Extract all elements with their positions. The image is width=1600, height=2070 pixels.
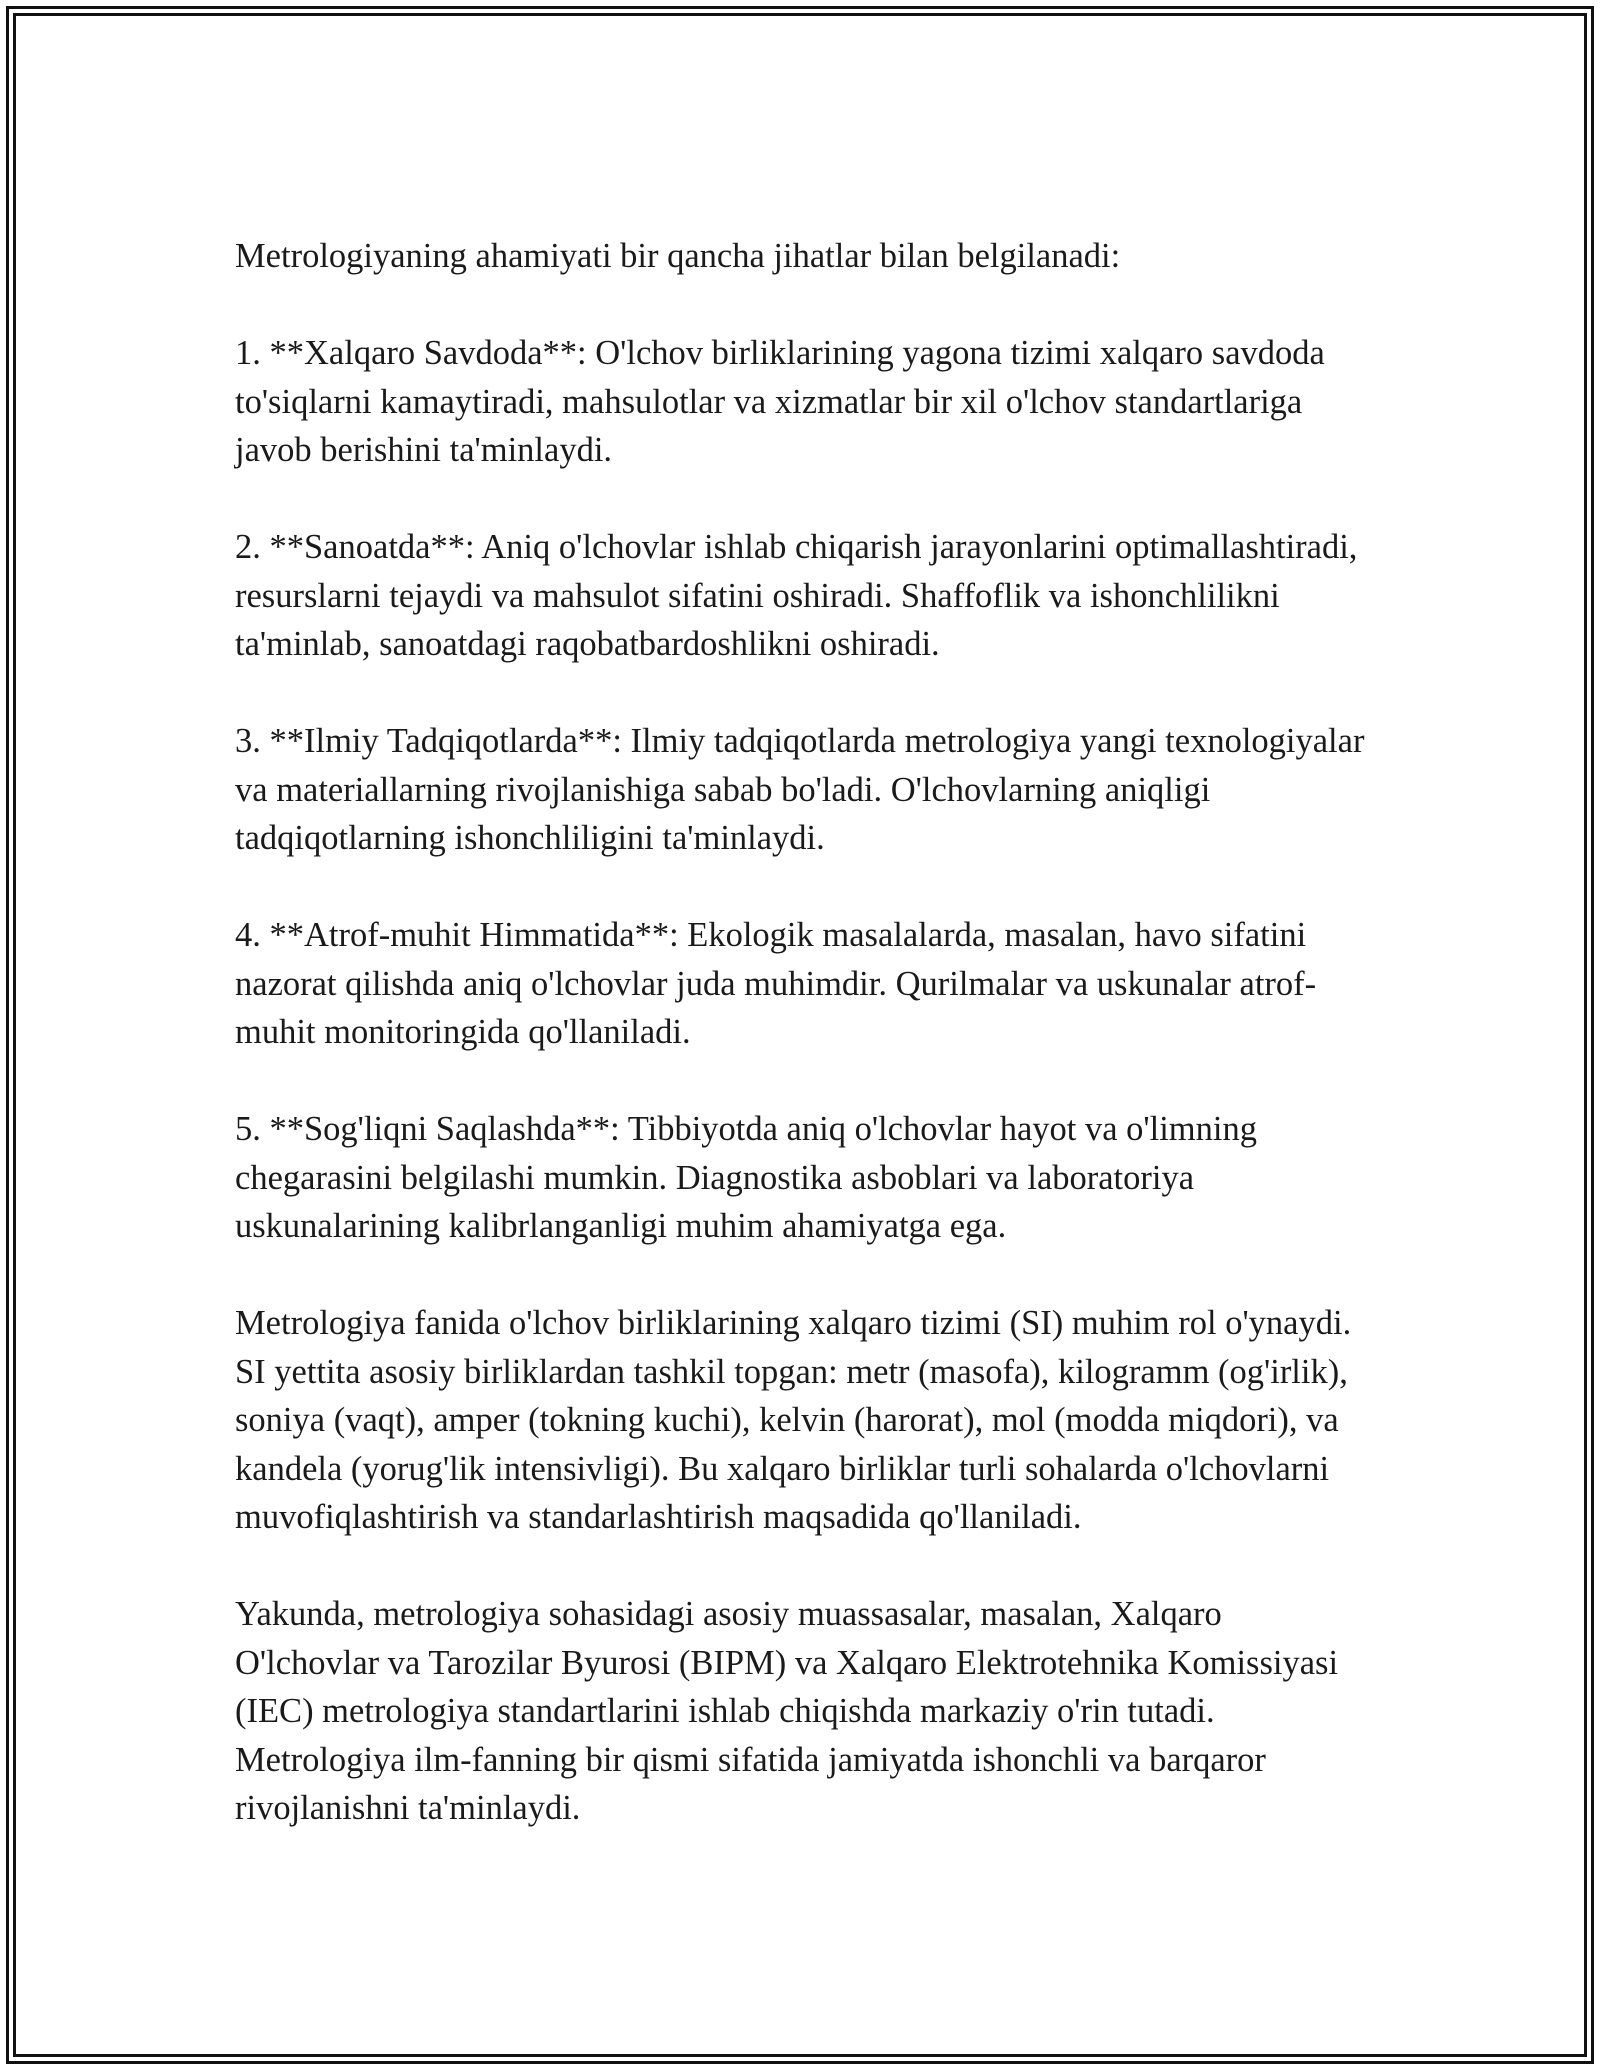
document-body bbox=[235, 232, 1365, 1833]
list-item-2: 2. **Sanoatda**: Aniq o'lchovlar ishlab chiqarish jarayonlarini optimallashtiradi, resurslarni tejaydi va mahsulot sifatini oshiradi. Shaffoflik va ishonchlilikni ta'minlab, sanoatdagi raqobatbardoshlikni oshiradi. bbox=[235, 528, 1358, 663]
list-item-4: 4. **Atrof-muhit Himmatida**: Ekologik masalalarda, masalan, havo sifatini nazorat qilishda aniq o'lchovlar juda muhimdir. Qurilmalar va uskunalar atrof-muhit monitoringida qo'llaniladi. bbox=[235, 916, 1317, 1051]
list-item-3: 3. **Ilmiy Tadqiqotlarda**: Ilmiy tadqiqotlarda metrologiya yangi texnologiyalar va materiallarning rivojlanishiga sabab bo'ladi. O'lchovlarning aniqligi tadqiqotlarning ishonchliligini ta'minlaydi. bbox=[235, 722, 1365, 857]
list-item-1: 1. **Xalqaro Savdoda**: O'lchov birliklarining yagona tizimi xalqaro savdoda to'siqlarni kamaytiradi, mahsulotlar va xizmatlar bir xil o'lchov standartlariga javob berishini ta'minlaydi. bbox=[235, 334, 1325, 469]
conclusion-paragraph: Yakunda, metrologiya sohasidagi asosiy muassasalar, masalan, Xalqaro O'lchovlar va Tarozilar Byurosi (BIPM) va Xalqaro Elektrotehnika Komissiyasi (IEC) metrologiya standartlarini ishlab chiqishda markaziy o'rin tutadi. Metrologiya ilm-fanning bir qismi sifatida jamiyatda ishonchli va barqaror rivojlanishni ta'minlaydi. bbox=[235, 1595, 1339, 1827]
intro-paragraph: Metrologiyaning ahamiyati bir qancha jihatlar bilan belgilanadi: bbox=[235, 237, 1121, 275]
si-paragraph: Metrologiya fanida o'lchov birliklarining xalqaro tizimi (SI) muhim rol o'ynaydi. SI yettita asosiy birliklardan tashkil topgan: metr (masofa), kilogramm (og'irlik), soniya (vaqt), amper (tokning kuchi), kelvin (harorat), mol (modda miqdori), va kandela (yorug'lik intensivligi). Bu xalqaro birliklar turli sohalarda o'lchovlarni muvofiqlashtirish va standarlashtirish maqsadida qo'llaniladi. bbox=[235, 1304, 1352, 1536]
list-item-5: 5. **Sog'liqni Saqlashda**: Tibbiyotda aniq o'lchovlar hayot va o'limning chegarasini belgilashi mumkin. Diagnostika asboblari va laboratoriya uskunalarining kalibrlanganligi muhim ahamiyatga ega. bbox=[235, 1110, 1257, 1245]
